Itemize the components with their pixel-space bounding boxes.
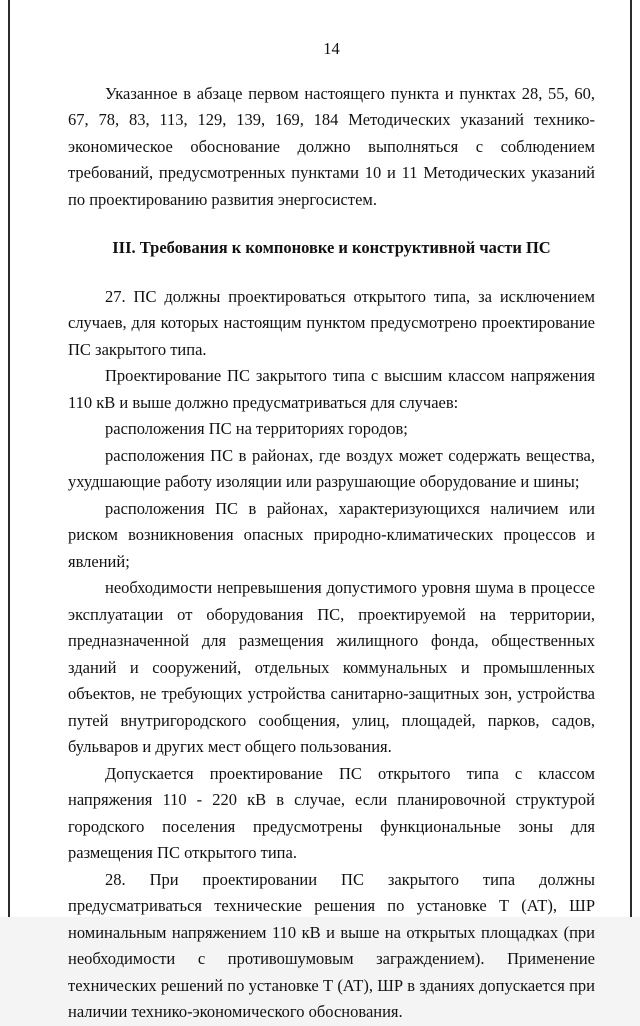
paragraph-28: 28. При проектировании ПС закрытого типа должны предусматриваться технические решения по установке Т (АТ), ШР номинальным напряжением 110 кВ и выше на открытых площадках (при необходимости с противошумовым заграждением). Применение технических решений по установке Т (АТ), ШР в зданиях допускается при наличии технико-экономического обоснования. — [68, 869, 595, 1021]
paragraph-27-closed-type: Проектирование ПС закрытого типа с высшим классом напряжения 110 кВ и выше должно предусматриваться для случаев: — [68, 366, 595, 412]
paragraph-27-open-type: Допускается проектирование ПС открытого типа с классом напряжения 110 - 220 кВ в случае, если планировочной структурой городского поселения предусмотрены функциональные зоны для размещения ПС открытого типа. — [68, 763, 595, 862]
paragraph-27-case-air: расположения ПС в районах, где воздух может содержать вещества, ухудшающие работу изоляции или разрушающие оборудование и шины; — [68, 445, 595, 491]
scan-edge-right — [630, 0, 632, 917]
intro-paragraph: Указанное в абзаце первом настоящего пункта и пунктах 28, 55, 60, 67, 78, 83, 113, 129, 139, 169, 184 Методических указаний технико-экономическое обоснование должно выполняться с соблюдением требований, предусмотренных пунктами 10 и 11 Методических указаний по проектированию развития энергосистем. — [68, 83, 595, 209]
scan-edge-left — [8, 0, 10, 917]
paragraph-27: 27. ПС должны проектироваться открытого типа, за исключением случаев, для которых настоящим пунктом предусмотрено проектирование ПС закрытого типа. — [68, 286, 595, 359]
paragraph-27-case-cities: расположения ПС на территориях городов; — [105, 419, 408, 438]
section-heading: III. Требования к компоновке и конструктивной части ПС — [112, 238, 551, 257]
paragraph-27-case-noise: необходимости непревышения допустимого уровня шума в процессе эксплуатации от оборудования ПС, проектируемой на территории, предназначенной для размещения жилищного фонда, общественных зданий и сооружений, отдельных коммунальных и промышленных объектов, не требующих устройства санитарно-защитных зон, устройства путей внутригородского сообщения, улиц, площадей, парков, садов, бульваров и других мест общего пользования. — [68, 578, 595, 756]
page-number: 14 — [323, 39, 340, 58]
page-content — [68, 36, 595, 1026]
paragraph-27-case-climate: расположения ПС в районах, характеризующихся наличием или риском возникновения опасных природно-климатических процессов и явлений; — [68, 498, 595, 571]
